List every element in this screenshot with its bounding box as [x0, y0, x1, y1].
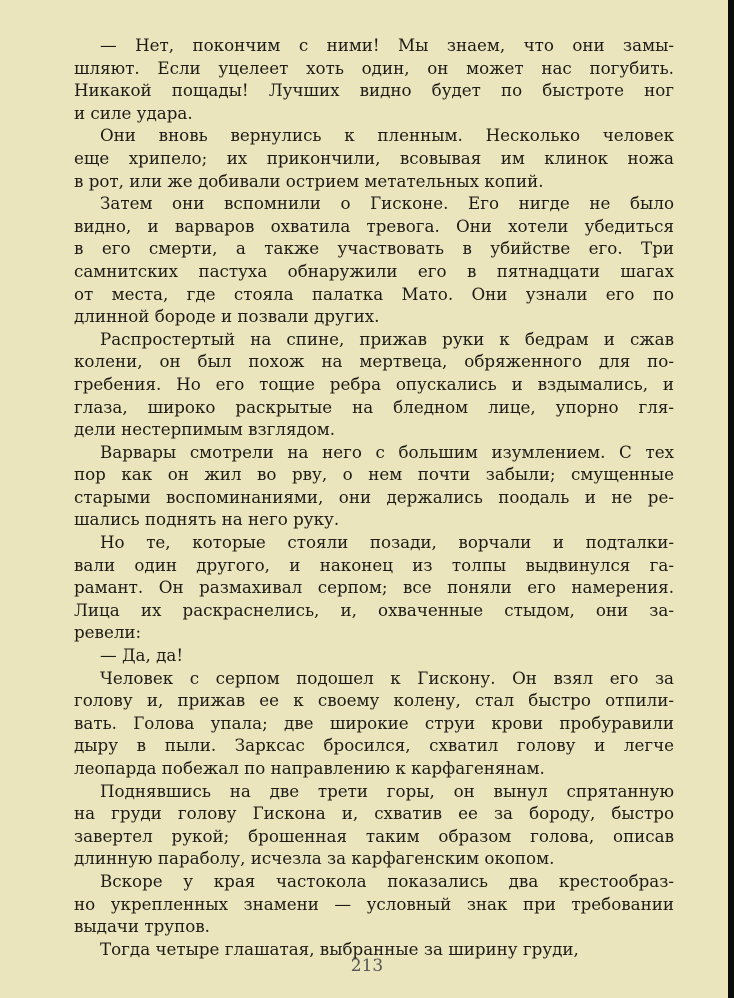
- text-line: Варвары смотрели на него с большим изумлением. С тех: [100, 441, 674, 462]
- paragraph-6: [74, 531, 674, 644]
- text-line: старыми воспоминаниями, они держались поодаль и не ре-: [74, 486, 674, 507]
- text-line: рамант. Он размахивал серпом; все поняли его намерения.: [74, 577, 674, 598]
- paragraph-5: [74, 441, 674, 531]
- text-line: Человек с серпом подошел к Гискону. Он взял его за: [100, 667, 674, 688]
- paragraph-3: [74, 192, 674, 328]
- text-line: и силе удара.: [74, 102, 193, 123]
- text-line: длинной бороде и позвали других.: [74, 306, 380, 327]
- text-line: Они вновь вернулись к пленным. Несколько человек: [100, 125, 674, 146]
- text-line: но укрепленных знамени — условный знак при требовании: [74, 893, 674, 914]
- text-line: на груди голову Гискона и, схватив ее за бороду, быстро: [74, 803, 674, 824]
- paragraph-4: [74, 328, 674, 441]
- text-line: дыру в пыли. Зарксас бросился, схватил голову и легче: [74, 735, 674, 756]
- text-line: глаза, широко раскрытые на бледном лице, упорно гля-: [74, 396, 674, 417]
- text-line: вать. Голова упала; две широкие струи крови пробуравили: [74, 712, 674, 733]
- paragraph-7: [74, 644, 674, 667]
- text-line: еще хрипело; их прикончили, всовывая им клинок ножа: [74, 147, 674, 168]
- text-line: шляют. Если уцелеет хоть один, он может нас погубить.: [74, 57, 674, 78]
- text-line: видно, и варваров охватила тревога. Они хотели убедиться: [74, 215, 674, 236]
- text-line: вали один другого, и наконец из толпы выдвинулся га-: [74, 554, 674, 575]
- page-text: [74, 34, 674, 960]
- text-line: пор как он жил во рву, о нем почти забыли; смущенные: [74, 464, 674, 485]
- paragraph-8: [74, 667, 674, 780]
- text-line: — Нет, покончим с ними! Мы знаем, что они замы-: [100, 35, 674, 55]
- paragraph-1: [74, 34, 674, 124]
- page-number: 213: [350, 956, 384, 976]
- text-line: длинную параболу, исчезла за карфагенским окопом.: [74, 848, 555, 869]
- text-line: голову и, прижав ее к своему колену, стал быстро отпили-: [74, 690, 674, 711]
- text-line: от места, где стояла палатка Мато. Они узнали его по: [74, 283, 674, 304]
- text-line: Тогда четыре глашатая, выбранные за ширину груди,: [100, 938, 579, 959]
- text-line: Лица их раскраснелись, и, охваченные стыдом, они за-: [74, 599, 674, 620]
- text-line: дели нестерпимым взглядом.: [74, 419, 336, 440]
- text-line: самнитских пастуха обнаружили его в пятнадцати шагах: [74, 260, 674, 281]
- text-line: ревели:: [74, 622, 142, 643]
- text-line: Затем они вспомнили о Гисконе. Его нигде не было: [100, 193, 674, 214]
- text-line: Вскоре у края частокола показались два крестообраз-: [100, 870, 674, 891]
- text-line: колени, он был похож на мертвеца, обряженного для по-: [74, 351, 674, 372]
- text-line: в его смерти, а также участвовать в убийстве его. Три: [74, 238, 674, 259]
- text-line: гребения. Но его тощие ребра опускались и вздымались, и: [74, 373, 674, 394]
- text-line: Распростертый на спине, прижав руки к бедрам и сжав: [100, 328, 674, 349]
- text-line: Поднявшись на две трети горы, он вынул спрятанную: [100, 780, 674, 801]
- paragraph-10: [74, 870, 674, 938]
- text-line: шались поднять на него руку.: [74, 509, 340, 530]
- text-line: Никакой пощады! Лучших видно будет по быстроте ног: [74, 80, 674, 101]
- text-line: Но те, которые стояли позади, ворчали и подталки-: [100, 532, 674, 553]
- text-line: — Да, да!: [100, 645, 184, 666]
- text-line: в рот, или же добивали острием метательных копий.: [74, 170, 544, 191]
- paragraph-9: [74, 780, 674, 870]
- text-line: выдачи трупов.: [74, 916, 210, 937]
- text-line: леопарда побежал по направлению к карфагенянам.: [74, 758, 545, 778]
- text-line: завертел рукой; брошенная таким образом голова, описав: [74, 825, 674, 846]
- paragraph-2: [74, 124, 674, 192]
